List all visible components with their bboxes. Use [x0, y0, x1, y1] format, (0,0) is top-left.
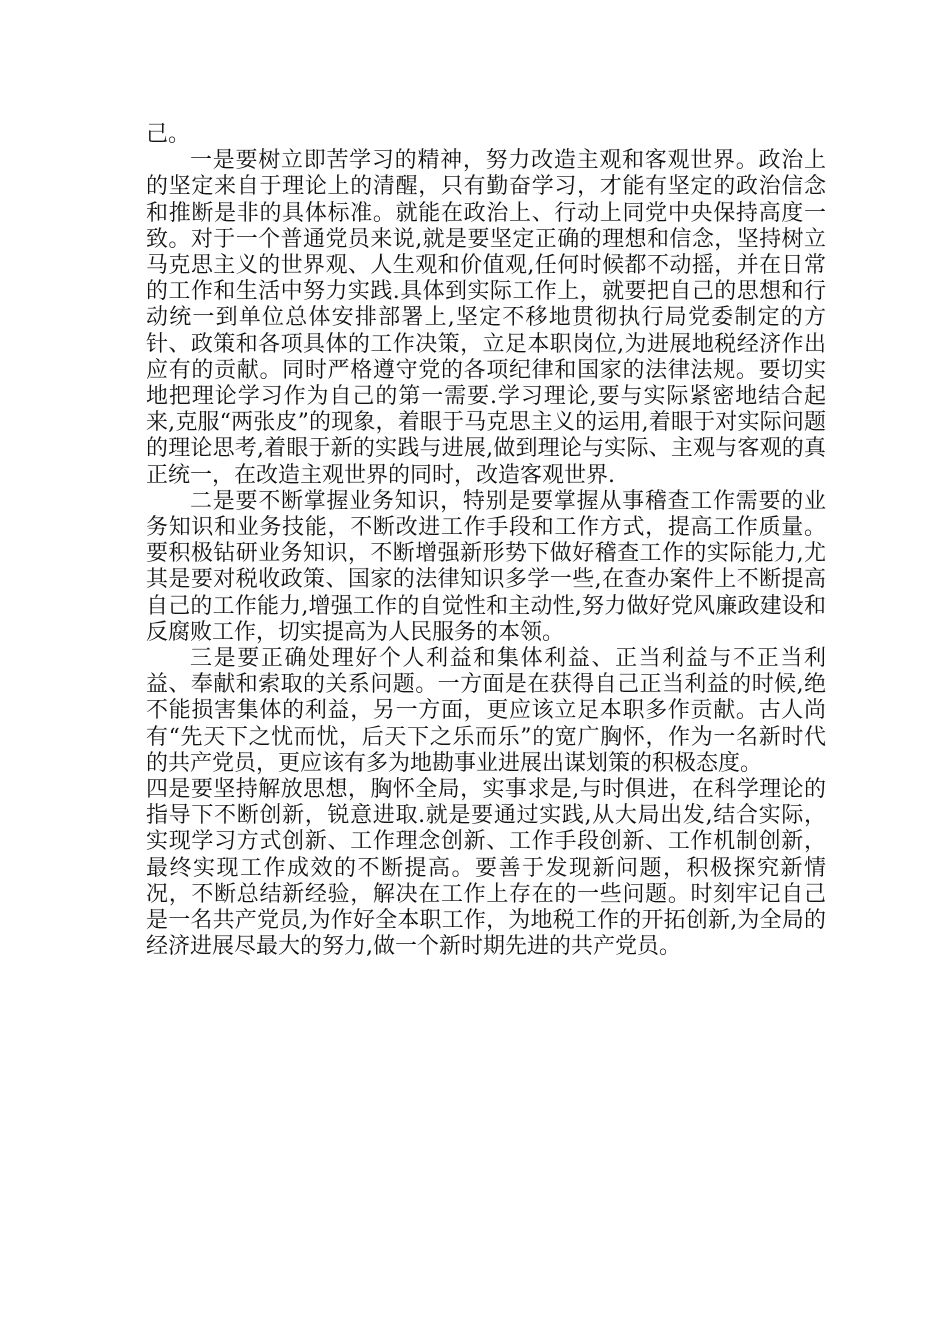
paragraph-one: 一是要树立即苦学习的精神，努力改造主观和客观世界。政治上的坚定来自于理论上的清醒，只有勤奋学习，才能有坚定的政治信念和推断是非的具体标准。就能在政治上、行动上同党中央保持高度一致。对于一个普通党员来说,就是要坚定正确的理想和信念，坚持树立马克思主义的世界观、人生观和价值观,任何时候都不动摇，并在日常的工作和生活中努力实践.具体到实际工作上，就要把自己的思想和行动统一到单位总体安排部署上,坚定不移地贯彻执行局党委制定的方针、政策和各项具体的工作决策，立足本职岗位,为进展地税经济作出应有的贡献。同时严格遵守党的各项纪律和国家的法律法规。要切实地把理论学习作为自己的第一需要.学习理论,要与实际紧密地结合起来,克服“两张皮”的现象，着眼于马克思主义的运用,着眼于对实际问题的理论思考,着眼于新的实践与进展,做到理论与实际、主观与客观的真正统一，在改造主观世界的同时，改造客观世界.	[146, 148, 826, 488]
paragraph-two: 二是要不断掌握业务知识，特别是要掌握从事稽查工作需要的业务知识和业务技能，不断改进工作手段和工作方式，提高工作质量。要积极钻研业务知识，不断增强新形势下做好稽查工作的实际能力,尤其是要对税收政策、国家的法律知识多学一些,在查办案件上不断提高自己的工作能力,增强工作的自觉性和主动性,努力做好党风廉政建设和反腐败工作，切实提高为人民服务的本领。	[146, 488, 826, 645]
paragraph-three: 三是要正确处理好个人利益和集体利益、正当利益与不正当利益、奉献和索取的关系问题。一方面是在获得自己正当利益的时候,绝不能损害集体的利益，另一方面，更应该立足本职多作贡献。古人尚有“先天下之忧而忧，后天下之乐而乐”的宽广胸怀，作为一名新时代的共产党员，更应该有多为地勘事业进展出谋划策的积极态度。	[146, 646, 826, 776]
paragraph-continuation: 己。	[146, 122, 191, 147]
paragraph-four: 四是要坚持解放思想，胸怀全局，实事求是,与时俱进，在科学理论的指导下不断创新，锐意进取.就是要通过实践,从大局出发,结合实际，实现学习方式创新、工作理念创新、工作手段创新、工作机制创新，最终实现工作成效的不断提高。要善于发现新问题，积极探究新情况，不断总结新经验，解决在工作上存在的一些问题。时刻牢记自己是一名共产党员,为作好全本职工作，为地税工作的开拓创新,为全局的经济进展尽最大的努力,做一个新时期先进的共产党员。	[146, 777, 826, 960]
body-text	[146, 122, 826, 961]
